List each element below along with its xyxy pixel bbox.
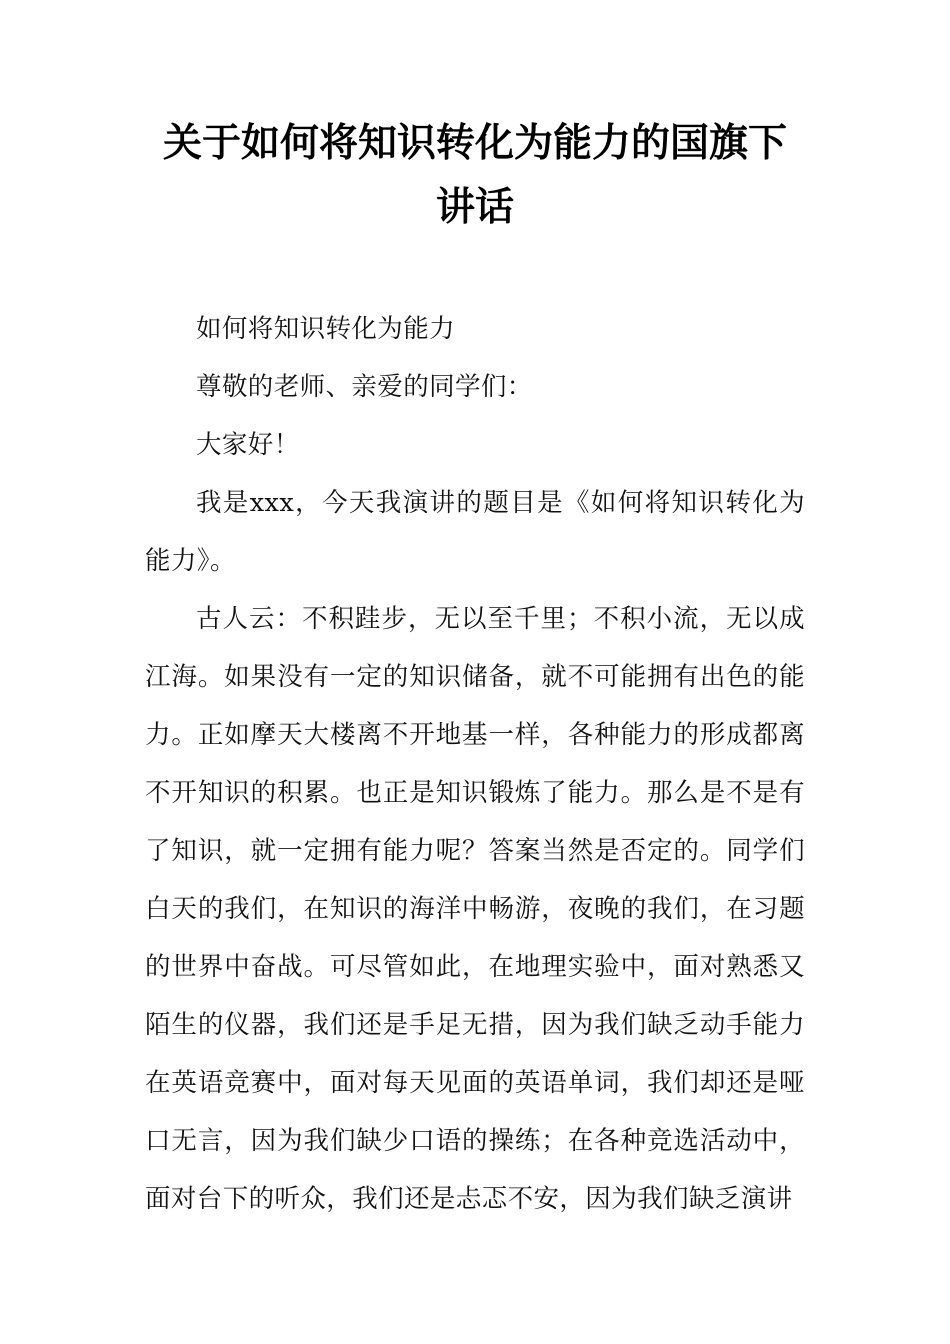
document-body	[145, 300, 805, 1228]
document-title: 关于如何将知识转化为能力的国旗下讲话	[162, 121, 787, 230]
paragraph-intro: 我是xxx，今天我演讲的题目是《如何将知识转化为能力》。	[145, 488, 805, 576]
paragraph-salutation: 尊敬的老师、亲爱的同学们：	[196, 372, 533, 402]
paragraph-greeting: 大家好！	[196, 430, 300, 460]
paragraph-topic: 如何将知识转化为能力	[196, 314, 456, 344]
paragraph-main: 古人云：不积跬步，无以至千里；不积小流，无以成江海。如果没有一定的知识储备，就不可能拥有出色的能力。正如摩天大楼离不开地基一样，各种能力的形成都离不开知识的积累。也正是知识锻炼了能力。那么是不是有了知识，就一定拥有能力呢？答案当然是否定的。同学们白天的我们，在知识的海洋中畅游，夜晚的我们，在习题的世界中奋战。可尽管如此，在地理实验中，面对熟悉又陌生的仪器，我们还是手足无措，因为我们缺乏动手能力在英语竞赛中，面对每天见面的英语单词，我们却还是哑口无言，因为我们缺少口语的操练；在各种竞选活动中，面对台下的听众，我们还是忐忑不安，因为我们缺乏演讲	[145, 604, 805, 1214]
